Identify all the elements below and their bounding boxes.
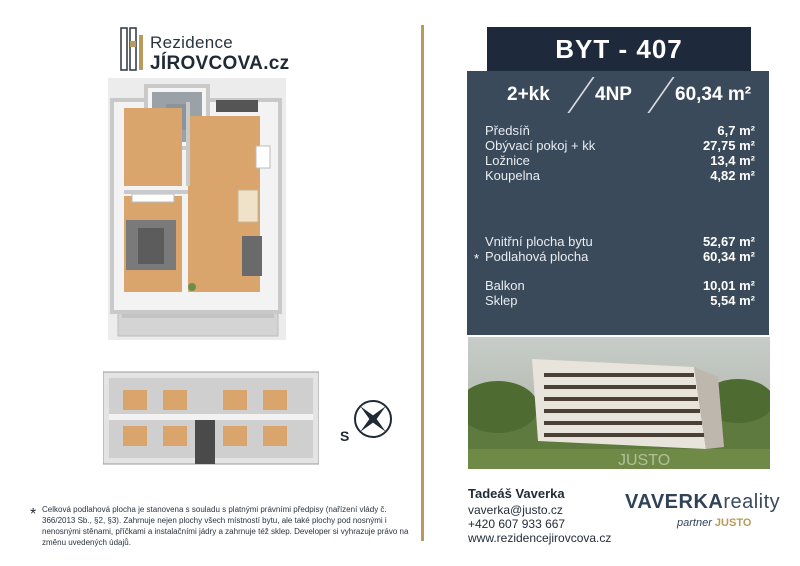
footnote-text: Celková podlahová plocha je stanovena s souladu s platnými právními předpisy (nařízení vlády č. 366/2013 Sb., §2, §3). Zahrnuje nejen plochy všech místností bytu, ale také plochy pod nosnými i nenosnými stěnami, příčkami a instalačními jádry a zahrnuje též sklep. Developer si vyhrazuje právo na změnu uvedených údajů.: [42, 505, 409, 547]
extras-list: [485, 278, 755, 308]
slash-divider: [567, 77, 594, 113]
slash-divider: [647, 77, 674, 113]
agent-phone-link[interactable]: +420 607 933 667: [468, 517, 566, 531]
agent-email-link[interactable]: vaverka@justo.cz: [468, 503, 563, 517]
total-row: Vnitřní plocha bytu 52,67 m²: [485, 234, 755, 249]
room-row: Předsíň 6,7 m²: [485, 123, 755, 138]
asterisk-marker: *: [474, 251, 480, 266]
gold-divider: [421, 25, 424, 541]
compass: [338, 398, 398, 448]
room-row: Ložnice 13,4 m²: [485, 153, 755, 168]
watermark-text: JUSTO: [618, 452, 671, 469]
logo-mark-icon: [120, 27, 144, 71]
totals-list: [485, 234, 755, 264]
footnote-asterisk: *: [30, 506, 37, 523]
agent-name: Tadeáš Vaverka: [468, 486, 565, 501]
area-value: 60,34 m²: [675, 84, 752, 105]
logo: [120, 27, 310, 75]
building-render-image: [468, 337, 770, 469]
extra-row: Sklep 5,54 m²: [485, 293, 755, 308]
floor-value: 4NP: [595, 84, 632, 105]
total-row: Podlahová plocha 60,34 m²: [485, 249, 755, 264]
logo-text-top: Rezidence: [150, 33, 234, 52]
brand-partner: partner JUSTO: [677, 517, 752, 529]
layout-value: 2+kk: [507, 84, 550, 105]
apartment-title: BYT - 407: [487, 27, 751, 71]
info-panel: [467, 71, 769, 335]
compass-icon: [352, 398, 394, 440]
building-floor-plan: [103, 368, 319, 468]
apartment-summary: [467, 71, 769, 117]
room-row: Obývací pokoj + kk 27,75 m²: [485, 138, 755, 153]
apartment-floor-plan: [108, 78, 286, 340]
website-link[interactable]: www.rezidencejirovcova.cz: [468, 531, 612, 545]
compass-label: S: [340, 428, 350, 444]
rooms-list: [485, 123, 755, 183]
brand-name: VAVERKAreality: [625, 491, 781, 513]
room-row: Koupelna 4,82 m²: [485, 168, 755, 183]
extra-row: Balkon 10,01 m²: [485, 278, 755, 293]
logo-text-bottom: JÍROVCOVA.cz: [150, 53, 290, 74]
